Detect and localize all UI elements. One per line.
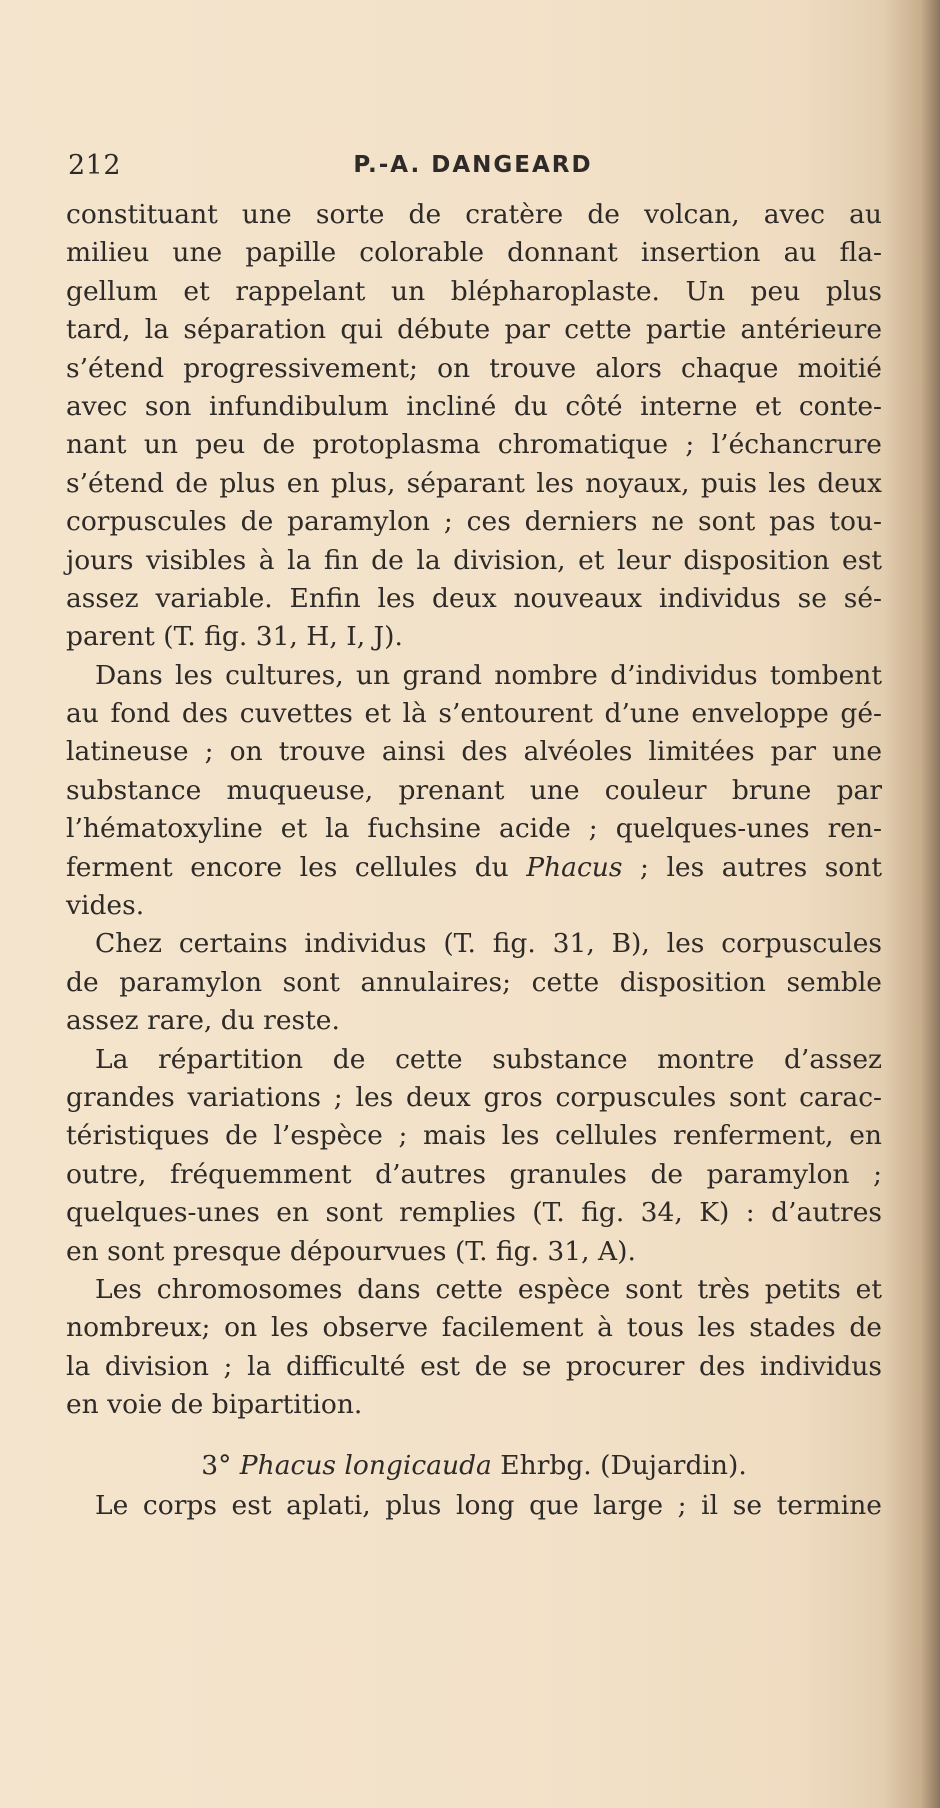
text-line: la division ; la difficulté est de se procurer des individus <box>66 1350 882 1382</box>
text-line: s’étend progressivement; on trouve alors chaque moitié <box>66 352 882 384</box>
text-line: substance muqueuse, prenant une couleur brune par <box>66 774 882 806</box>
species-name: Phacus longicauda <box>239 1449 492 1481</box>
text-line: quelques-unes en sont remplies (T. fig. 34, K) : d’autres <box>66 1197 882 1229</box>
section-heading <box>66 1447 882 1485</box>
page-header <box>68 150 878 190</box>
text-line: Les chromosomes dans cette espèce sont très petits et <box>95 1273 882 1305</box>
text-line: nant un peu de protoplasma chromatique ; l’échancrure <box>66 429 882 461</box>
text-line: l’hématoxyline et la fuchsine acide ; quelques-unes ren- <box>66 813 882 845</box>
text-line: de paramylon sont annulaires; cette disposition semble <box>66 966 882 998</box>
section-number: 3° <box>201 1449 232 1481</box>
text-line: nombreux; on les observe facilement à tous les stades de <box>66 1312 882 1344</box>
text-line: gellum et rappelant un blépharoplaste. Un peu plus <box>66 275 882 307</box>
text-line: outre, fréquemment d’autres granules de paramylon ; <box>66 1158 882 1190</box>
text-line: en voie de bipartition. <box>66 1389 363 1421</box>
text-line: assez variable. Enfin les deux nouveaux individus se sé- <box>66 582 882 614</box>
text-line: corpuscules de paramylon ; ces derniers ne sont pas tou- <box>66 506 882 538</box>
text-line: tard, la séparation qui débute par cette partie antérieure <box>66 314 882 346</box>
text-line: au fond des cuvettes et là s’entourent d’une enveloppe gé- <box>66 698 882 730</box>
text-line: grandes variations ; les deux gros corpuscules sont carac- <box>66 1081 882 1113</box>
text-line: Dans les cultures, un grand nombre d’individus tombent <box>95 659 882 691</box>
text-line: Le corps est aplati, plus long que large ; il se termine <box>95 1489 882 1521</box>
text-line: assez rare, du reste. <box>66 1005 340 1037</box>
species-authority: Ehrbg. (Dujardin). <box>500 1449 747 1481</box>
italic-genus-name: Phacus <box>526 851 623 883</box>
running-title: P.-A. DANGEARD <box>353 152 593 178</box>
text-line: jours visibles à la fin de la division, et leur disposition est <box>66 544 882 576</box>
text-line: Chez certains individus (T. fig. 31, B), les corpuscules <box>95 928 882 960</box>
text-line: en sont presque dépourvues (T. fig. 31, A). <box>66 1235 636 1267</box>
text-line: téristiques de l’espèce ; mais les cellules renferment, en <box>66 1120 882 1152</box>
text-line: avec son infundibulum incliné du côté interne et conte- <box>66 390 882 422</box>
text-line: milieu une papille colorable donnant insertion au fla- <box>66 237 882 269</box>
text-line: latineuse ; on trouve ainsi des alvéoles limitées par une <box>66 736 882 768</box>
text-line: vides. <box>66 890 145 922</box>
text-line-with-italic: ferment encore les cellules du Phacus ; les autres sont <box>66 851 882 883</box>
body-text <box>66 196 882 1525</box>
text-line: constituant une sorte de cratère de volcan, avec au <box>66 199 882 230</box>
text-line: s’étend de plus en plus, séparant les noyaux, puis les deux <box>66 467 882 499</box>
text-line: parent (T. fig. 31, H, I, J). <box>66 621 403 653</box>
text-line: La répartition de cette substance montre d’assez <box>95 1043 882 1075</box>
page-number: 212 <box>68 150 122 181</box>
